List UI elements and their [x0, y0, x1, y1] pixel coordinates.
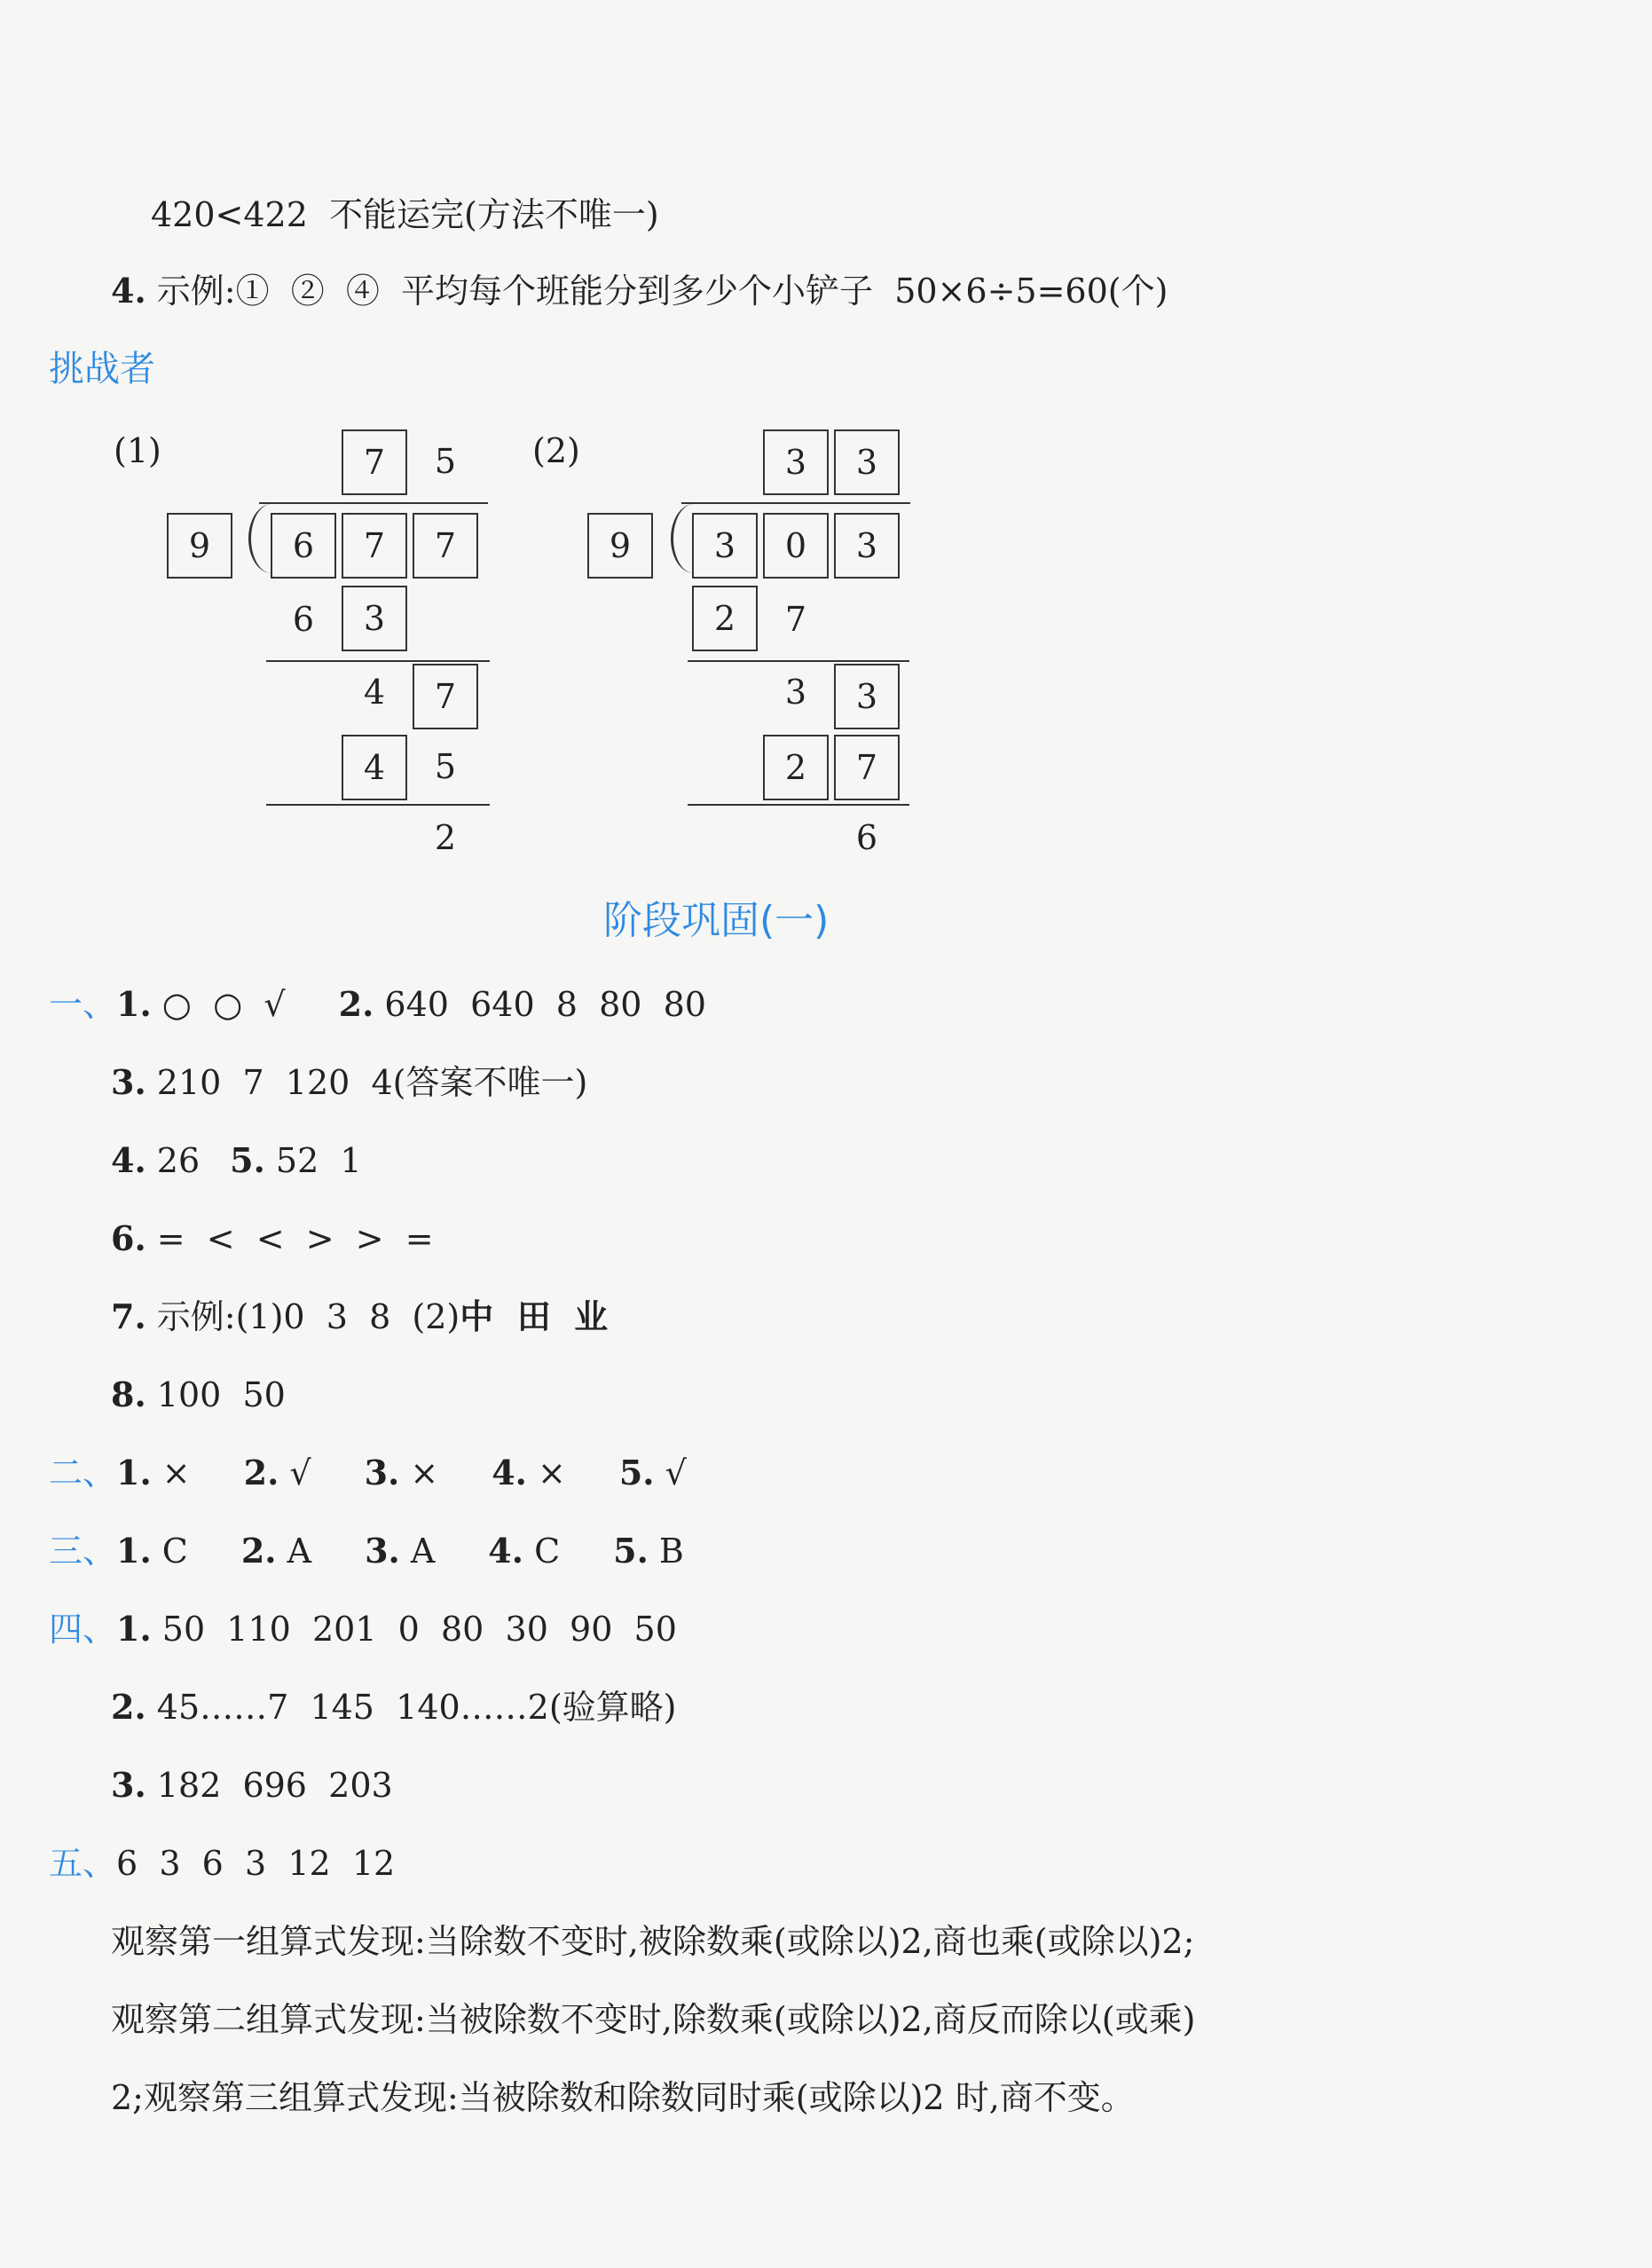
division-bar: [681, 502, 910, 504]
item-text: 45……7 145 140……2(验算略): [156, 1688, 677, 1727]
item-number: 3.: [364, 1453, 400, 1492]
item-number: 3.: [365, 1531, 400, 1571]
answer-box: 9: [167, 513, 232, 579]
paragraph-line-2: 观察第二组算式发现:当被除数不变时,除数乘(或除以)2,商反而除以(或乘): [111, 2000, 1196, 2039]
item-number: 1.: [116, 984, 152, 1024]
paragraph-line-3: 2;观察第三组算式发现:当被除数和除数同时乘(或除以)2 时,商不变。: [111, 2078, 1135, 2117]
answer-box: 6: [271, 513, 336, 579]
item-text: 示例:(1)0 3 8 (2): [156, 1297, 460, 1336]
item-text: 182 696 203: [156, 1766, 393, 1805]
item-number: 1.: [116, 1531, 152, 1571]
answer-box: 7: [413, 664, 478, 729]
item-text: √: [289, 1453, 311, 1492]
answer-line-s4-3: [111, 1764, 393, 1807]
digit: 6: [292, 600, 315, 639]
item-text-bold: 中 田 业: [460, 1297, 609, 1336]
item-number: 8.: [111, 1374, 146, 1414]
answer-line-s2: [49, 1452, 687, 1494]
paragraph-line-1: 观察第一组算式发现:当除数不变时,被除数乘(或除以)2,商也乘(或除以)2;: [111, 1922, 1195, 1961]
item-number: 4.: [111, 1140, 146, 1180]
division-bar: [259, 502, 488, 504]
answer-box: 3: [834, 664, 900, 729]
answer-line-s4-1: [49, 1608, 677, 1650]
answer-line-s1-8: [111, 1374, 286, 1416]
section-label: 四、: [49, 1610, 117, 1649]
section-label: 二、: [49, 1453, 117, 1492]
item-text: A: [287, 1532, 312, 1571]
answer-box: 4: [342, 735, 407, 800]
item-text: 100 50: [156, 1375, 286, 1414]
remainder: 2: [434, 818, 457, 857]
item-number: 2.: [111, 1687, 146, 1727]
answer-box: 3: [834, 429, 900, 495]
answer-line-s5-1: [49, 1842, 395, 1885]
item-number: 3.: [111, 1062, 146, 1102]
item-text: ×: [410, 1453, 439, 1492]
remainder: 6: [855, 818, 878, 857]
answer-line-s1-7: [111, 1295, 608, 1338]
item-number: 4.: [488, 1531, 523, 1571]
digit: 3: [784, 673, 807, 712]
item-number: 2.: [338, 984, 374, 1024]
answer-box: 7: [342, 429, 407, 495]
digit: 4: [363, 673, 386, 712]
item-text: 50 110 201 0 80 30 90 50: [161, 1610, 677, 1649]
answer-box: 7: [413, 513, 478, 579]
answer-line-s1-4: [111, 1139, 362, 1182]
problem-label: (2): [532, 431, 580, 470]
challenge-heading: 挑战者: [49, 349, 155, 390]
answer-box: 7: [342, 513, 407, 579]
item-text: ×: [161, 1453, 191, 1492]
item-number: 5.: [613, 1531, 649, 1571]
answer-line-420: 420<422 不能运完(方法不唯一): [151, 195, 659, 234]
item-number: 5.: [230, 1140, 265, 1180]
answer-line-s1-1: [49, 983, 706, 1026]
section-label: 三、: [49, 1532, 117, 1571]
item-text: C: [161, 1532, 188, 1571]
answer-box: 9: [587, 513, 653, 579]
answer-line-s1-3: [111, 1061, 587, 1104]
item-text: C: [534, 1532, 561, 1571]
item-number: 2.: [240, 1531, 277, 1571]
answer-box: 3: [834, 513, 900, 579]
answer-box: 0: [763, 513, 829, 579]
item-number: 1.: [116, 1609, 152, 1649]
item-number: 1.: [116, 1453, 152, 1492]
answer-line-s1-6: [111, 1217, 434, 1260]
item-text: ×: [537, 1453, 566, 1492]
item-number: 2.: [243, 1453, 279, 1492]
answer-box: 2: [763, 735, 829, 800]
answer-line-s4-2: [111, 1686, 677, 1729]
item-text: 6 3 6 3 12 12: [116, 1844, 396, 1883]
answer-box: 3: [692, 513, 758, 579]
digit: 5: [434, 442, 457, 481]
item-number: 7.: [111, 1296, 146, 1336]
division-bracket: [671, 504, 695, 573]
item-text: B: [658, 1532, 684, 1571]
digit: 5: [434, 747, 457, 786]
item-text: 52 1: [275, 1141, 362, 1180]
item-number: 4.: [492, 1453, 527, 1492]
item-text: A: [410, 1532, 436, 1571]
item-number: 4.: [111, 271, 146, 311]
answer-box: 7: [834, 735, 900, 800]
item-text: ○ ○ √: [161, 985, 286, 1024]
item-number: 3.: [111, 1765, 146, 1805]
section-label: 一、: [49, 985, 117, 1024]
item-text: √: [665, 1453, 687, 1492]
section-title: 阶段巩固(一): [603, 898, 830, 943]
division-bracket: [248, 504, 272, 573]
digit: 7: [784, 600, 807, 639]
item-number: 6.: [111, 1218, 146, 1258]
section-label: 五、: [49, 1844, 117, 1883]
item-text: 640 640 8 80 80: [384, 985, 706, 1024]
answer-line-4: [111, 270, 1168, 312]
item-text: 26: [156, 1141, 201, 1180]
item-text: = < < > > =: [156, 1219, 434, 1258]
answer-line-s3: [49, 1530, 684, 1572]
item-text: 210 7 120 4(答案不唯一): [156, 1063, 588, 1102]
answer-box: 3: [342, 586, 407, 651]
item-text: 示例:① ② ④ 平均每个班能分到多少个小铲子 50×6÷5=60(个): [156, 272, 1168, 311]
answer-box: 2: [692, 586, 758, 651]
answer-box: 3: [763, 429, 829, 495]
problem-label: (1): [114, 431, 161, 470]
item-number: 5.: [618, 1453, 655, 1492]
